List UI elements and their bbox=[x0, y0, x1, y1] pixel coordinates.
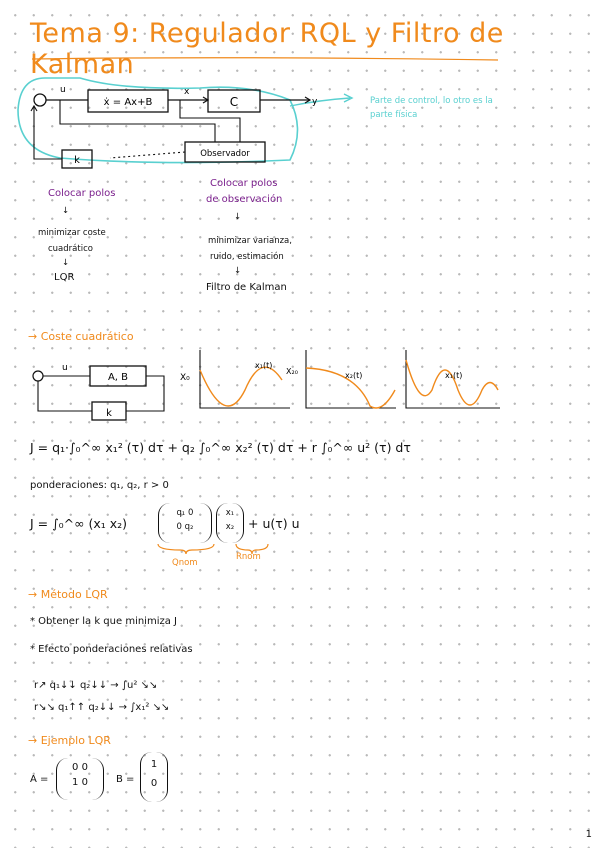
cyan-note-line1: Parte de control, lo otro es la bbox=[370, 96, 493, 106]
g1-label: x₁(t) bbox=[255, 361, 273, 370]
j-cost-equation: J = q₁·∫₀^∞ x₁² (τ) dτ + q₂ ∫₀^∞ x₂² (τ) dτ + r ∫₀^∞ u² (τ) dτ bbox=[30, 440, 411, 455]
q-matrix bbox=[158, 503, 212, 543]
title-underline bbox=[30, 56, 500, 62]
x-vector-row1: x₁ bbox=[225, 508, 235, 518]
c-block-label: C bbox=[229, 95, 239, 109]
colocar-polos-obs-head2: de observación bbox=[206, 194, 283, 205]
bullet-obtener-k: * Obtener la k que minimiza J bbox=[30, 616, 177, 627]
minimizar-coste: minimizar coste bbox=[38, 228, 106, 238]
a-matrix-row2: 1 0 bbox=[72, 777, 88, 788]
colocar-polos-heading: Colocar polos bbox=[48, 188, 116, 199]
page-title: Tema 9: Regulador RQL y Filtro de Kalman bbox=[30, 18, 504, 80]
y-signal-label: y bbox=[312, 97, 318, 107]
ejemplo-lqr-heading: → Ejemplo LQR bbox=[28, 734, 111, 747]
j-matrix-suffix: + u(τ) u bbox=[248, 516, 300, 531]
cyan-note-line2: parte física bbox=[370, 110, 418, 120]
b-matrix-row1: 1 bbox=[150, 759, 158, 770]
x-signal-label: x bbox=[184, 87, 190, 97]
ab-block-label: A, B bbox=[107, 372, 129, 383]
colocar-polos-obs-head1: Colocar polos bbox=[210, 178, 278, 189]
summing-junction bbox=[34, 94, 46, 106]
qnom-label: Qnom bbox=[172, 558, 198, 568]
a-matrix-label: A = bbox=[30, 774, 49, 785]
a-matrix-row1: 0 0 bbox=[72, 762, 88, 773]
g2-label: x₂(t) bbox=[345, 371, 363, 380]
b-matrix-row2: 0 bbox=[150, 778, 158, 789]
x-vector-row2: x₂ bbox=[225, 522, 235, 532]
x-vector bbox=[216, 503, 244, 543]
bullet-efecto-ponderaciones: * Efecto ponderaciones relativas bbox=[30, 644, 193, 655]
k-block-label-2: k bbox=[106, 408, 112, 419]
x0-label: X₀ bbox=[180, 373, 190, 383]
ruido-estimacion: ruido, estimación bbox=[210, 252, 284, 262]
brace-marks bbox=[150, 542, 300, 556]
page-number: 1 bbox=[585, 829, 592, 840]
minimizar-varianza: minimizar varianza, bbox=[208, 236, 292, 246]
lqr-result: LQR bbox=[54, 272, 75, 283]
u-label-2: u bbox=[62, 363, 68, 373]
u-signal-label: u bbox=[60, 85, 66, 95]
metodo-lqr-heading: → Método LQR bbox=[28, 588, 108, 601]
response-curve-3 bbox=[406, 360, 498, 405]
filtro-kalman-result: Filtro de Kalman bbox=[206, 282, 287, 293]
state-block-label: ẋ = Ax+B bbox=[103, 97, 153, 108]
ponderacion-row2: r↘↘ q₁↑↑ q₂↓↓ → ∫x₁² ↘↘ bbox=[34, 702, 170, 713]
k-block-label: k bbox=[74, 155, 80, 166]
q-matrix-row1: q₁ 0 bbox=[176, 508, 194, 518]
ponderacion-row1: r↗ q₁↓↓ q₂↓↓ → ∫u² ↘↘ bbox=[34, 680, 158, 691]
b-matrix bbox=[140, 752, 168, 802]
j-matrix-prefix: J = ∫₀^∞ (x₁ x₂) bbox=[30, 516, 128, 531]
g3-label: x₁(t) bbox=[445, 371, 463, 380]
rnom-label: Rnom bbox=[236, 552, 261, 562]
coste-cuadratico-heading: → Coste cuadrático bbox=[28, 330, 134, 343]
b-matrix-label: B = bbox=[116, 774, 135, 785]
coste-diagram bbox=[0, 350, 600, 430]
control-diagram bbox=[0, 70, 600, 190]
cuadratico: cuadrático bbox=[48, 244, 93, 254]
observer-block-label: Observador bbox=[200, 149, 250, 159]
response-curve-1 bbox=[200, 367, 282, 406]
q-matrix-row2: 0 q₂ bbox=[176, 522, 194, 532]
a-matrix bbox=[56, 758, 104, 800]
x20-label: X₂₀ bbox=[286, 367, 298, 376]
ponderaciones-text: ponderaciones: q₁, q₂, r > 0 bbox=[30, 480, 169, 491]
